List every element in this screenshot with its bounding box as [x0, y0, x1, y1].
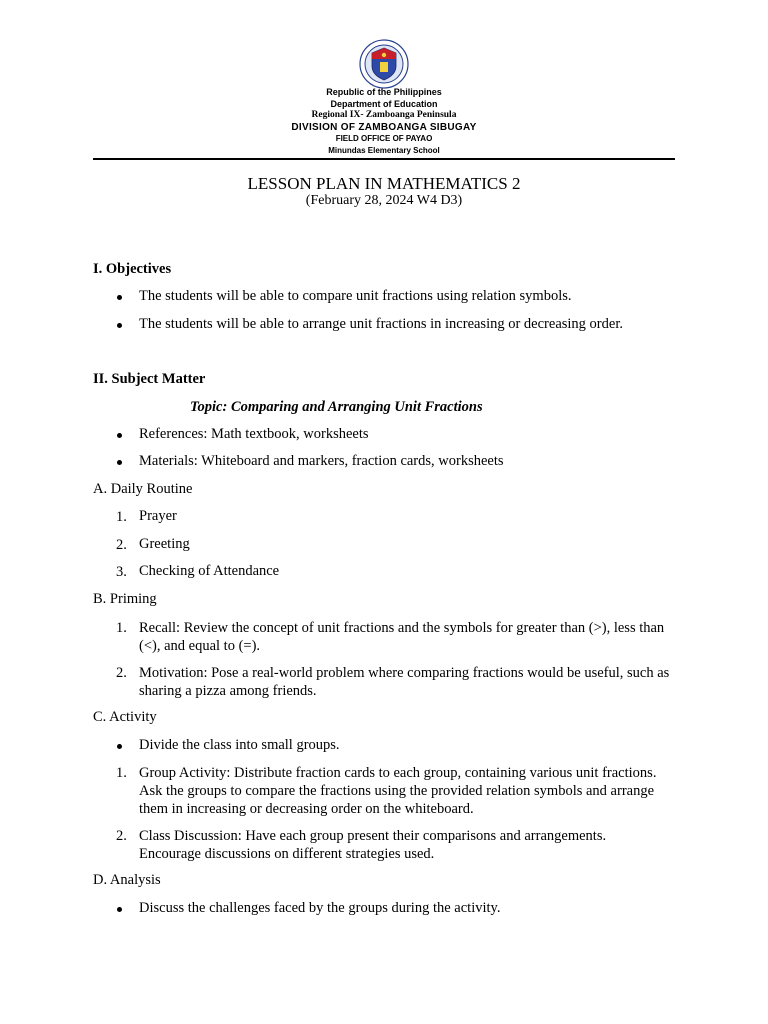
bullet-icon — [116, 320, 124, 328]
department-text: Department of Education — [330, 98, 438, 109]
list-number: 2. — [116, 665, 127, 681]
bullet-icon — [116, 430, 124, 438]
deped-seal-logo — [353, 39, 415, 89]
list-number: 1. — [116, 620, 127, 636]
activity-bullet-item: Divide the class into small groups. — [139, 737, 340, 753]
bullet-icon — [116, 741, 124, 749]
daily-routine-heading: A. Daily Routine — [93, 481, 193, 497]
school-text: Minundas Elementary School — [328, 145, 440, 155]
subject-matter-item: References: Math textbook, worksheets — [139, 426, 369, 442]
activity-item: Class Discussion: Have each group present their comparisons and arrangements. Encourage discussions on different strategies used. — [139, 828, 607, 862]
topic-text: Topic: Comparing and Arranging Unit Fractions — [190, 399, 483, 415]
objectives-heading: I. Objectives — [93, 261, 172, 277]
priming-item: Recall: Review the concept of unit fractions and the symbols for greater than (>), less than (<), and equal to (=). — [139, 620, 665, 654]
bullet-icon — [116, 904, 124, 912]
daily-routine-item: Prayer — [139, 508, 177, 524]
priming-heading: B. Priming — [93, 591, 157, 607]
republic-text: Republic of the Philippines — [326, 87, 442, 97]
subject-matter-heading: II. Subject Matter — [93, 371, 206, 387]
list-number: 2. — [116, 828, 127, 844]
list-number: 3. — [116, 564, 127, 580]
daily-routine-item: Greeting — [139, 536, 190, 552]
subject-matter-item: Materials: Whiteboard and markers, fraction cards, worksheets — [139, 453, 504, 469]
activity-heading: C. Activity — [93, 709, 157, 725]
bullet-icon — [116, 457, 124, 465]
daily-routine-item: Checking of Attendance — [139, 563, 280, 579]
header-divider — [93, 158, 675, 160]
letterhead — [0, 87, 768, 157]
objective-item: The students will be able to arrange unit fractions in increasing or decreasing order. — [139, 316, 623, 332]
objective-item: The students will be able to compare unit fractions using relation symbols. — [139, 288, 572, 304]
division-text: DIVISION OF ZAMBOANGA SIBUGAY — [291, 121, 477, 133]
region-text: Regional IX- Zamboanga Peninsula — [311, 110, 457, 121]
list-number: 1. — [116, 765, 127, 781]
analysis-heading: D. Analysis — [93, 872, 161, 888]
analysis-bullet-item: Discuss the challenges faced by the groups during the activity. — [139, 900, 501, 916]
priming-item: Motivation: Pose a real-world problem where comparing fractions would be useful, such as sharing a pizza among friends. — [139, 665, 670, 699]
document-title: LESSON PLAN IN MATHEMATICS 2 — [247, 174, 521, 193]
field-office-text: FIELD OFFICE OF PAYAO — [335, 134, 433, 144]
list-number: 2. — [116, 537, 127, 553]
list-number: 1. — [116, 509, 127, 525]
activity-item: Group Activity: Distribute fraction cards to each group, containing various unit fractions. Ask the groups to compare the fractions using the provided relation symbols and arrange them in increasing or decreasing order on the whiteboard. — [139, 765, 657, 817]
bullet-icon — [116, 292, 124, 300]
document-date: (February 28, 2024 W4 D3) — [305, 193, 463, 208]
